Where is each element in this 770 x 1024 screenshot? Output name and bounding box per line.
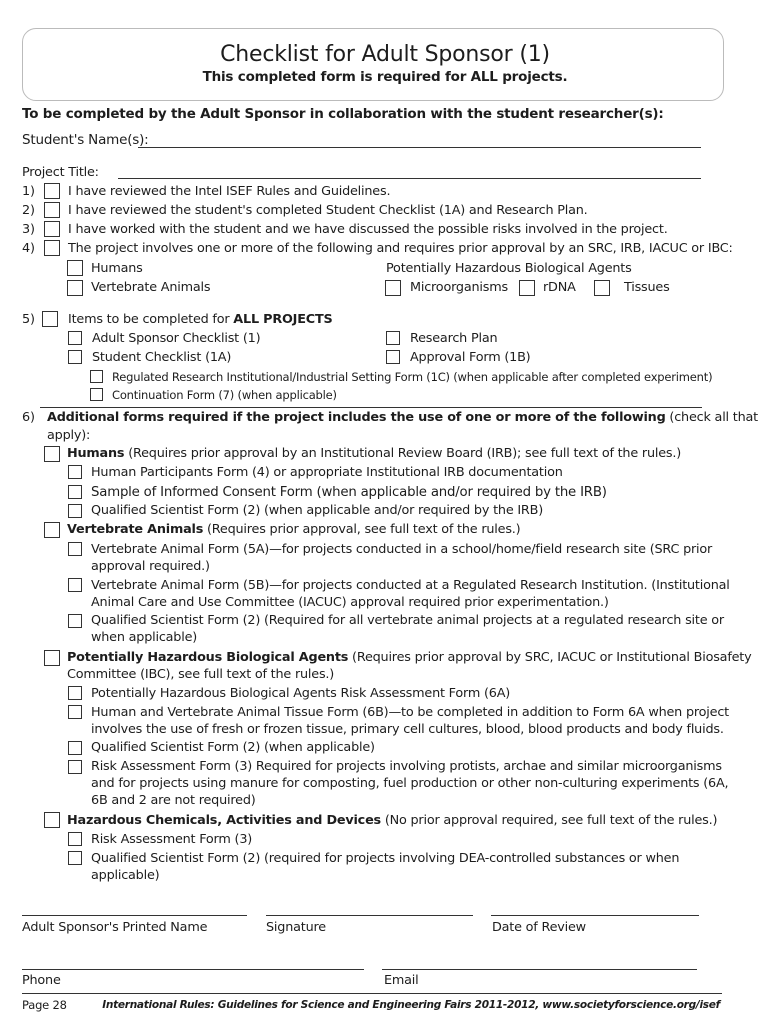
informed-consent-checkbox[interactable] [68, 485, 82, 499]
regulated-form-checkbox[interactable] [90, 370, 103, 383]
page-title: Checklist for Adult Sponsor (1) [220, 42, 550, 67]
signature-line[interactable] [266, 915, 473, 916]
tissue-form-checkbox[interactable] [68, 705, 82, 719]
hazardous-qualified-scientist-label: Qualified Scientist Form (2) (required for projects involving DEA-controlled substances or when [91, 851, 680, 866]
rdna-checkbox[interactable] [519, 280, 535, 296]
page-number: Page 28 [22, 998, 67, 1012]
email-label: Email [384, 973, 419, 988]
project-title-label: Project Title: [22, 165, 99, 180]
vertebrate-section-heading: Vertebrate Animals (Requires prior approval, see full text of the rules.) [67, 522, 521, 537]
date-of-review-line[interactable] [491, 915, 699, 916]
project-title-input[interactable] [118, 178, 701, 179]
email-line[interactable] [382, 969, 697, 970]
section-divider [40, 407, 702, 408]
vertebrate-form-5b-label-line2: Animal Care and Use Committee (IACUC) approval required prior experimentation.) [91, 595, 609, 610]
item-6-text: Additional forms required if the project includes the use of one or more of the following (check all that [47, 410, 758, 425]
students-name-label: Student's Name(s): [22, 132, 149, 148]
item-number-5: 5) [22, 312, 35, 327]
vertebrate-form-5a-label-line2: approval required.) [91, 559, 210, 574]
vertebrate-animals-checkbox[interactable] [67, 280, 83, 296]
humans-section-heading: Humans (Requires prior approval by an Institutional Review Board (IRB); see full text of the rules.) [67, 446, 682, 461]
humans-qualified-scientist-checkbox[interactable] [68, 504, 82, 518]
intro-text: To be completed by the Adult Sponsor in collaboration with the student researcher(s): [22, 106, 664, 122]
item-6-text-line2: apply): [47, 428, 91, 443]
item-3-text: I have worked with the student and we have discussed the possible risks involved in the project. [68, 222, 668, 237]
signature-label: Signature [266, 920, 326, 935]
item-number-1: 1) [22, 184, 35, 199]
phba-risk-form-label: Potentially Hazardous Biological Agents Risk Assessment Form (6A) [91, 686, 511, 701]
adult-sponsor-checklist-label: Adult Sponsor Checklist (1) [92, 331, 261, 346]
approval-form-checkbox[interactable] [386, 350, 400, 364]
item-number-3: 3) [22, 222, 35, 237]
item-4-text: The project involves one or more of the following and requires prior approval by an SRC, IRB, IACUC or IBC: [68, 241, 733, 256]
microorganisms-checkbox[interactable] [385, 280, 401, 296]
phone-label: Phone [22, 973, 61, 988]
hazardous-risk-form-label: Risk Assessment Form (3) [91, 832, 253, 847]
vertebrate-section-checkbox[interactable] [44, 522, 60, 538]
vertebrate-form-5b-checkbox[interactable] [68, 578, 82, 592]
item-5-checkbox[interactable] [42, 311, 58, 327]
research-plan-checkbox[interactable] [386, 331, 400, 345]
human-participants-form-checkbox[interactable] [68, 465, 82, 479]
footer-divider [22, 993, 722, 994]
page-subtitle: This completed form is required for ALL projects. [202, 69, 568, 85]
students-name-input[interactable] [138, 147, 701, 148]
humans-label: Humans [91, 261, 143, 276]
phba-qualified-scientist-checkbox[interactable] [68, 741, 82, 755]
rdna-label: rDNA [543, 280, 576, 295]
phba-label: Potentially Hazardous Biological Agents [386, 261, 632, 276]
phba-risk-assessment-label: Risk Assessment Form (3) Required for projects involving protists, archae and similar microorganisms [91, 759, 722, 774]
vertebrate-form-5a-checkbox[interactable] [68, 542, 82, 556]
item-3-checkbox[interactable] [44, 221, 60, 237]
human-participants-form-label: Human Participants Form (4) or appropriate Institutional IRB documentation [91, 465, 563, 480]
printed-name-label: Adult Sponsor's Printed Name [22, 920, 208, 935]
vertebrate-form-5b-label: Vertebrate Animal Form (5B)—for projects conducted at a Regulated Research Institution. (Institutional [91, 578, 730, 593]
approval-form-label: Approval Form (1B) [410, 350, 531, 365]
printed-name-line[interactable] [22, 915, 247, 916]
student-checklist-checkbox[interactable] [68, 350, 82, 364]
hazardous-qualified-scientist-checkbox[interactable] [68, 851, 82, 865]
hazardous-section-heading: Hazardous Chemicals, Activities and Devices (No prior approval required, see full text of the rules.) [67, 813, 718, 828]
tissue-form-label-line2: involves the use of fresh or frozen tissue, primary cell cultures, blood, blood products and body fluids. [91, 722, 724, 737]
date-of-review-label: Date of Review [492, 920, 586, 935]
regulated-form-label: Regulated Research Institutional/Industrial Setting Form (1C) (when applicable after completed experiment) [112, 370, 713, 384]
phba-section-heading: Potentially Hazardous Biological Agents (Requires prior approval by SRC, IACUC or Institutional Biosafety [67, 650, 752, 665]
hazardous-section-checkbox[interactable] [44, 812, 60, 828]
item-1-checkbox[interactable] [44, 183, 60, 199]
item-4-checkbox[interactable] [44, 240, 60, 256]
microorganisms-label: Microorganisms [410, 280, 508, 295]
phone-line[interactable] [22, 969, 364, 970]
humans-section-checkbox[interactable] [44, 446, 60, 462]
tissues-checkbox[interactable] [594, 280, 610, 296]
humans-checkbox[interactable] [67, 260, 83, 276]
vertebrate-qualified-scientist-checkbox[interactable] [68, 614, 82, 628]
vertebrate-form-5a-label: Vertebrate Animal Form (5A)—for projects conducted in a school/home/field research site (SRC prior [91, 542, 713, 557]
item-1-text: I have reviewed the Intel ISEF Rules and Guidelines. [68, 184, 391, 199]
phba-qualified-scientist-label: Qualified Scientist Form (2) (when applicable) [91, 740, 375, 755]
continuation-form-checkbox[interactable] [90, 388, 103, 401]
research-plan-label: Research Plan [410, 331, 498, 346]
vertebrate-qualified-scientist-label: Qualified Scientist Form (2) (Required for all vertebrate animal projects at a regulated research site or [91, 613, 724, 628]
item-2-text: I have reviewed the student's completed Student Checklist (1A) and Research Plan. [68, 203, 588, 218]
vertebrate-qualified-scientist-label-line2: when applicable) [91, 630, 198, 645]
student-checklist-label: Student Checklist (1A) [92, 350, 232, 365]
adult-sponsor-checklist-checkbox[interactable] [68, 331, 82, 345]
item-number-4: 4) [22, 241, 35, 256]
hazardous-qualified-scientist-label-line2: applicable) [91, 868, 160, 883]
informed-consent-label: Sample of Informed Consent Form (when applicable and/or required by the IRB) [91, 485, 607, 500]
phba-risk-assessment-label-line2: and for projects using manure for composting, fuel production or other non-culturing experiments (6A, [91, 776, 729, 791]
tissue-form-label: Human and Vertebrate Animal Tissue Form (6B)—to be completed in addition to Form 6A when project [91, 705, 729, 720]
item-2-checkbox[interactable] [44, 202, 60, 218]
item-number-2: 2) [22, 203, 35, 218]
phba-risk-form-checkbox[interactable] [68, 686, 82, 700]
hazardous-risk-form-checkbox[interactable] [68, 832, 82, 846]
continuation-form-label: Continuation Form (7) (when applicable) [112, 388, 337, 402]
phba-section-checkbox[interactable] [44, 650, 60, 666]
phba-risk-assessment-checkbox[interactable] [68, 760, 82, 774]
phba-section-heading-line2: Committee (IBC), see full text of the rules.) [67, 667, 335, 682]
item-number-6: 6) [22, 410, 35, 425]
footer-citation: International Rules: Guidelines for Science and Engineering Fairs 2011-2012, www.societyforscience.org/isef [102, 999, 720, 1011]
humans-qualified-scientist-label: Qualified Scientist Form (2) (when applicable and/or required by the IRB) [91, 503, 543, 518]
vertebrate-animals-label: Vertebrate Animals [91, 280, 211, 295]
phba-risk-assessment-label-line3: 6B and 2 are not required) [91, 793, 256, 808]
tissues-label: Tissues [624, 280, 670, 295]
item-5-text: Items to be completed for ALL PROJECTS [68, 312, 333, 327]
